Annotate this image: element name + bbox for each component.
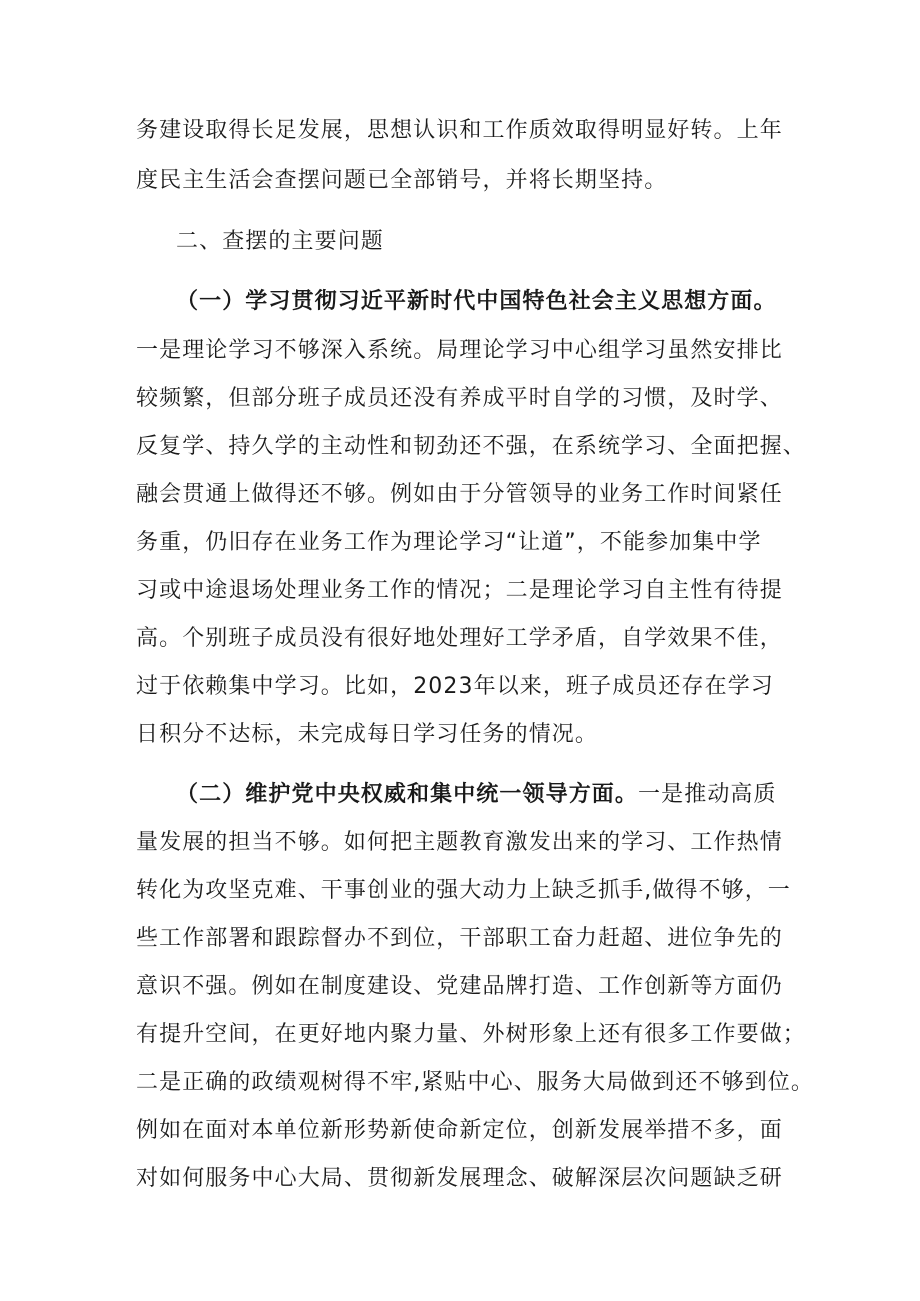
paragraph-line: 融会贯通上做得还不够。例如由于分管领导的业务工作时间紧任 bbox=[136, 482, 783, 507]
paragraph-line: 反复学、持久学的主动性和韧劲还不强，在系统学习、全面把握、 bbox=[136, 434, 806, 459]
paragraph-line: 转化为攻坚克难、干事创业的强大动力上缺乏抓手,做得不够，一 bbox=[136, 878, 791, 903]
paragraph-text: 一是推动高质 bbox=[638, 782, 777, 807]
subsection-line bbox=[176, 780, 836, 810]
paragraph-line: 二是正确的政绩观树得不牢,紧贴中心、服务大局做到还不够到位。 bbox=[136, 1070, 814, 1095]
paragraph-line: 例如在面对本单位新形势新使命新定位，创新发展举措不多，面 bbox=[136, 1118, 783, 1143]
paragraph-line: 度民主生活会查摆问题已全部销号，并将长期坚持。 bbox=[136, 168, 668, 193]
paragraph-line: 一是理论学习不够深入系统。局理论学习中心组学习虽然安排比 bbox=[136, 338, 783, 363]
paragraph-line: 习或中途退场处理业务工作的情况；二是理论学习自主性有待提 bbox=[136, 578, 783, 603]
paragraph-line: 高。个别班子成员没有很好地处理好工学矛盾，自学效果不佳， bbox=[136, 626, 783, 651]
paragraph-line: 对如何服务中心大局、贯彻新发展理念、破解深层次问题缺乏研 bbox=[136, 1166, 783, 1191]
section-heading: 二、查摆的主要问题 bbox=[176, 229, 384, 254]
paragraph-line: 过于依赖集中学习。比如，2023年以来，班子成员还存在学习 bbox=[136, 674, 774, 699]
paragraph-line: 些工作部署和跟踪督办不到位，干部职工奋力赶超、进位争先的 bbox=[136, 926, 783, 951]
subsection-heading: （二）维护党中央权威和集中统一领导方面。 bbox=[176, 782, 639, 807]
paragraph-line: 有提升空间，在更好地内聚力量、外树形象上还有很多工作要做； bbox=[136, 1022, 806, 1047]
paragraph-line: 务建设取得长足发展，思想认识和工作质效取得明显好转。上年 bbox=[136, 118, 783, 143]
paragraph-line: 日积分不达标，未完成每日学习任务的情况。 bbox=[136, 722, 599, 747]
paragraph-line: 务重，仍旧存在业务工作为理论学习“让道”，不能参加集中学 bbox=[136, 530, 762, 555]
paragraph-line: 意识不强。例如在制度建设、党建品牌打造、工作创新等方面仍 bbox=[136, 974, 783, 999]
paragraph-line: 较频繁，但部分班子成员还没有养成平时自学的习惯，及时学、 bbox=[136, 386, 783, 411]
paragraph-line: 量发展的担当不够。如何把主题教育激发出来的学习、工作热情 bbox=[136, 830, 783, 855]
subsection-heading: （一）学习贯彻习近平新时代中国特色社会主义思想方面。 bbox=[176, 289, 777, 314]
